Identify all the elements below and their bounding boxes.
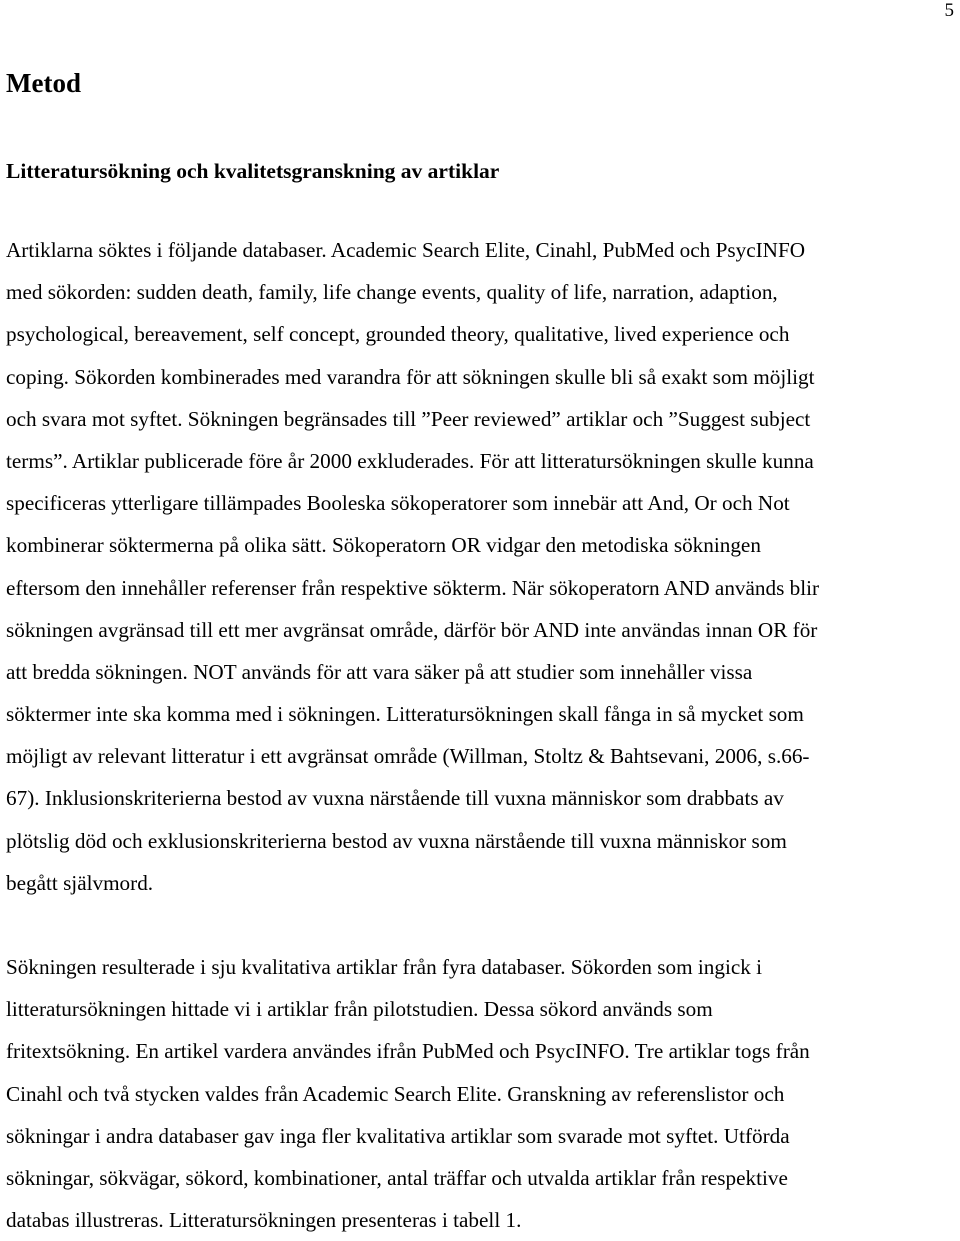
section-heading: Metod bbox=[6, 68, 81, 98]
page-number: 5 bbox=[944, 0, 954, 21]
text-line: kombinerar söktermerna på olika sätt. Sökoperatorn OR vidgar den metodiska sökningen bbox=[6, 533, 761, 558]
text-line: databas illustreras. Litteratursökningen presenteras i tabell 1. bbox=[6, 1208, 522, 1233]
text-line: sökningar, sökvägar, sökord, kombinationer, antal träffar och utvalda artiklar från respektive bbox=[6, 1165, 788, 1190]
text-line: söktermer inte ska komma med i sökningen. Litteratursökningen skall fånga in så mycket som bbox=[6, 702, 804, 727]
text-line: 67). Inklusionskriterierna bestod av vuxna närstående till vuxna människor som drabbats av bbox=[6, 786, 784, 811]
text-line: coping. Sökorden kombinerades med varandra för att sökningen skulle bli så exakt som möjligt bbox=[6, 364, 815, 389]
text-line: Sökningen resulterade i sju kvalitativa artiklar från fyra databaser. Sökorden som ingick i bbox=[6, 955, 763, 979]
text-line: psychological, bereavement, self concept, grounded theory, qualitative, lived experience och bbox=[6, 322, 790, 347]
text-line: och svara mot syftet. Sökningen begränsades till ”Peer reviewed” artiklar och ”Suggest subject bbox=[6, 406, 811, 431]
text-line: sökningar i andra databaser gav inga fler kvalitativa artiklar som svarade mot syftet. Utförda bbox=[6, 1123, 790, 1148]
text-line: specificeras ytterligare tillämpades Booleska sökoperatorer som innebär att And, Or och Not bbox=[6, 491, 790, 516]
text-line: litteratursökningen hittade vi i artiklar från pilotstudien. Dessa sökord används som bbox=[6, 997, 713, 1022]
text-line: fritextsökning. En artikel vardera användes ifrån PubMed och PsycINFO. Tre artiklar togs från bbox=[6, 1039, 810, 1064]
text-line: att bredda sökningen. NOT används för att vara säker på att studier som innehåller vissa bbox=[6, 659, 753, 684]
text-line: eftersom den innehåller referenser från respektive sökterm. När sökoperatorn AND används blir bbox=[6, 575, 820, 600]
text-line: begått självmord. bbox=[6, 870, 154, 895]
text-line: plötslig död och exklusionskriterierna bestod av vuxna närstående till vuxna människor som bbox=[6, 828, 787, 853]
text-line: terms”. Artiklar publicerade före år 2000 exkluderades. För att litteratursökningen skulle kunna bbox=[6, 448, 814, 473]
paragraph-literature-search bbox=[6, 229, 946, 904]
text-line: Artiklarna söktes i följande databaser. Academic Search Elite, Cinahl, PubMed och PsycINFO bbox=[6, 238, 806, 262]
text-line: Cinahl och två stycken valdes från Academic Search Elite. Granskning av referenslistor och bbox=[6, 1081, 785, 1106]
text-line: möjligt av relevant litteratur i ett avgränsat område (Willman, Stoltz & Bahtsevani, 2006, s.66- bbox=[6, 744, 810, 769]
text-line: sökningen avgränsad till ett mer avgränsat område, därför bör AND inte användas innan OR för bbox=[6, 617, 818, 642]
paragraph-search-results bbox=[6, 946, 946, 1241]
text-line: med sökorden: sudden death, family, life change events, quality of life, narration, adaption, bbox=[6, 280, 778, 305]
subsection-heading: Litteratursökning och kvalitetsgranskning av artiklar bbox=[6, 159, 500, 183]
